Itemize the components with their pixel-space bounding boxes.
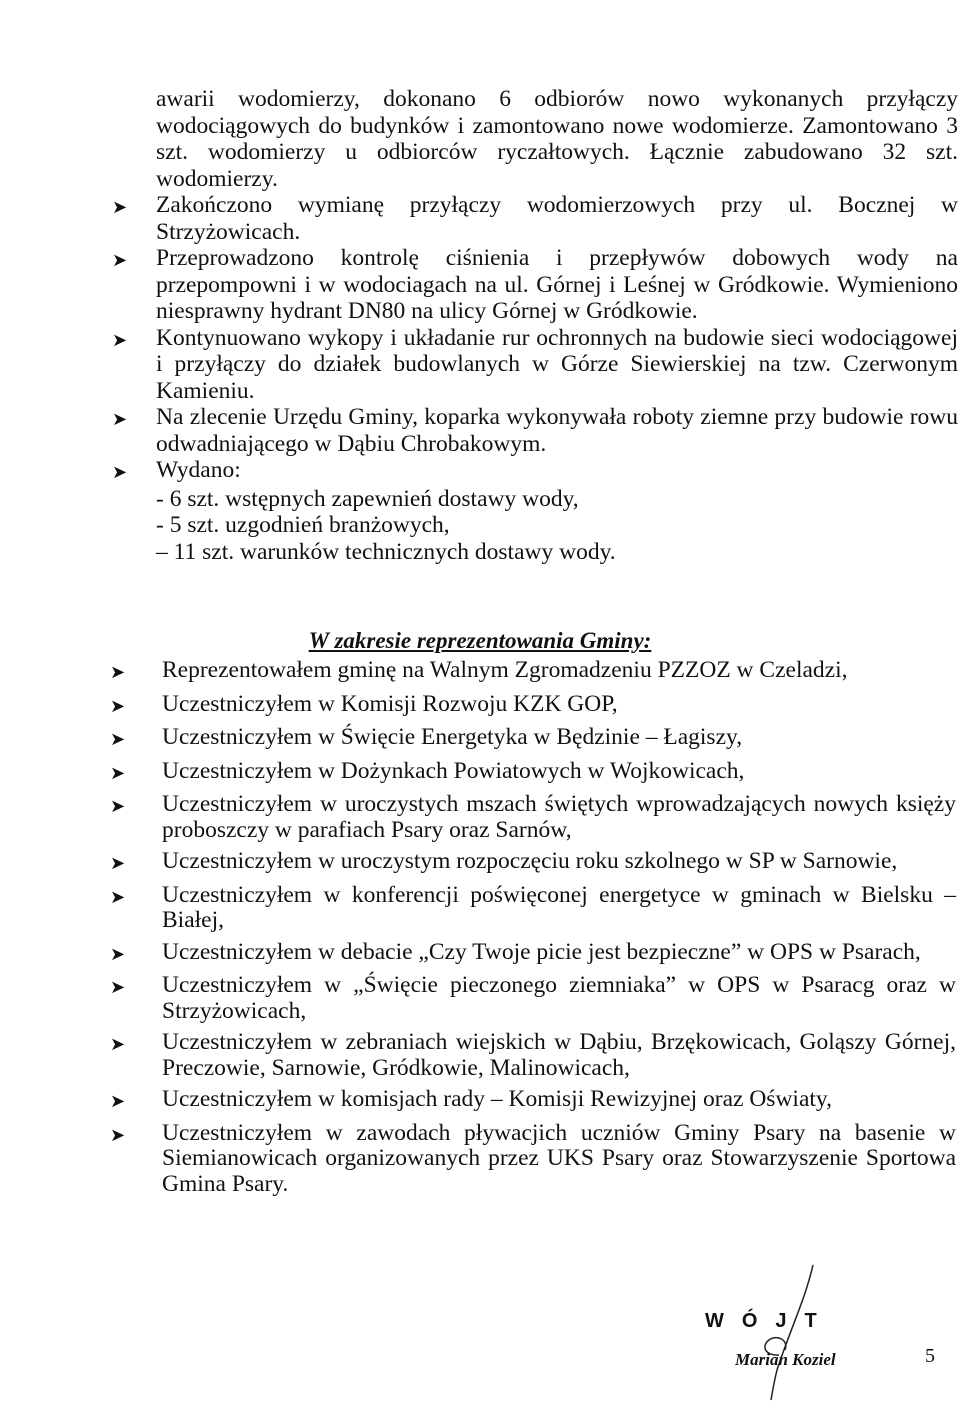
list-item-text: Uczestniczyłem w „Święcie pieczonego ziemniaka” w OPS w Psaracg oraz w Strzyżowicach, [162, 972, 956, 1024]
list-item [110, 973, 956, 1024]
list-item [112, 404, 958, 457]
list-item-text: Uczestniczyłem w debacie „Czy Twoje picie jest bezpieczne” w OPS w Psarach, [162, 938, 921, 965]
list-item [110, 658, 956, 686]
list-item-text: Uczestniczyłem w komisjach rady – Komisji Rewizyjnej oraz Oświaty, [162, 1086, 833, 1112]
list-item-text: Uczestniczyłem w Dożynkach Powiatowych w Wojkowicach, [162, 757, 745, 784]
intro-paragraph: awarii wodomierzy, dokonano 6 odbiorów nowo wykonanych przyłączy wodociągowych do budynków i zamontowano nowe wodomierze. Zamontowano 3 szt. wodomierzy u odbiorców ryczałtowych. Łącznie zabudowano 32 szt. wodomierzy. [156, 86, 958, 192]
list-item-text: Uczestniczyłem w zebraniach wiejskich w Dąbiu, Brzękowicach, Goląszy Górnej, Preczowie, Sarnowie, Gródkowie, Malinowicach, [162, 1029, 956, 1081]
issued-item: - 6 szt. wstępnych zapewnień dostawy wody, [156, 485, 579, 512]
list-item [110, 692, 956, 720]
arrowhead-bullet-icon: ➤ [112, 462, 128, 482]
top-section [112, 86, 958, 565]
list-item-text: Na zlecenie Urzędu Gminy, koparka wykonywała roboty ziemne przy budowie rowu odwadniającego w Dąbiu Chrobakowym. [156, 404, 958, 457]
arrowhead-bullet-icon: ➤ [110, 695, 126, 716]
arrowhead-bullet-icon: ➤ [110, 943, 126, 964]
list-item [112, 192, 958, 245]
issued-item: - 5 szt. uzgodnień branżowych, [156, 512, 450, 538]
list-item-text: Uczestniczyłem w konferencji poświęconej energetyce w gminach w Bielsku – Białej, [162, 881, 956, 933]
list-item [110, 792, 956, 843]
signature-stroke-icon [695, 1260, 895, 1410]
arrowhead-bullet-icon: ➤ [112, 250, 128, 270]
section-heading: W zakresie reprezentowania Gminy: [308, 628, 652, 653]
list-item [112, 325, 958, 405]
arrowhead-bullet-icon: ➤ [110, 853, 126, 873]
list-item-text: Uczestniczyłem w uroczystym rozpoczęciu roku szkolnego w SP w Sarnowie, [162, 848, 898, 874]
list-item-text: Uczestniczyłem w uroczystych mszach świętych wprowadzających nowych księży proboszczy w parafiach Psary oraz Sarnów, [162, 791, 956, 843]
representation-section [110, 658, 956, 1203]
list-item [112, 245, 958, 325]
arrowhead-bullet-icon: ➤ [110, 977, 126, 997]
list-item-text: Reprezentowałem gminę na Walnym Zgromadzeniu PZZOZ w Czeladzi, [162, 657, 848, 683]
issued-documents-list [112, 486, 958, 566]
issued-item: – 11 szt. warunków technicznych dostawy wody. [156, 538, 616, 565]
arrowhead-bullet-icon: ➤ [110, 886, 126, 907]
list-item [110, 940, 956, 968]
signature-name: Marian Koziel [735, 1350, 836, 1369]
arrowhead-bullet-icon: ➤ [110, 762, 126, 783]
arrowhead-bullet-icon: ➤ [112, 409, 128, 429]
list-item [110, 1030, 956, 1081]
list-item [110, 1121, 956, 1198]
list-item [112, 457, 958, 486]
signature-title: WÓJT [705, 1310, 835, 1332]
arrowhead-bullet-icon: ➤ [110, 796, 126, 816]
list-item-text: Uczestniczyłem w Komisji Rozwoju KZK GOP, [162, 690, 618, 717]
arrowhead-bullet-icon: ➤ [110, 1034, 126, 1054]
page-number: 5 [925, 1345, 935, 1367]
list-item [110, 1087, 956, 1115]
list-item-text: Uczestniczyłem w Święcie Energetyka w Będzinie – Łagiszy, [162, 724, 743, 750]
list-item-text: Wydano: [156, 457, 241, 483]
arrowhead-bullet-icon: ➤ [112, 329, 128, 350]
list-item-text: Uczestniczyłem w zawodach pływacjich uczniów Gminy Psary na basenie w Siemianowicach organizowanych przez UKS Psary oraz Stowarzyszenie Sportowa Gmina Psary. [162, 1119, 956, 1197]
list-item-text: Kontynuowano wykopy i układanie rur ochronnych na budowie sieci wodociągowej i przyłączy do działek budowlanych w Górze Siewierskiej na tzw. Czerwonym Kamieniu. [156, 324, 958, 404]
list-item-text: Zakończono wymianę przyłączy wodomierzowych przy ul. Bocznej w Strzyżowicach. [156, 192, 958, 245]
signature-stamp [695, 1290, 905, 1410]
arrowhead-bullet-icon: ➤ [110, 729, 126, 749]
arrowhead-bullet-icon: ➤ [110, 1124, 126, 1145]
list-item [110, 849, 956, 877]
list-item-text: Przeprowadzono kontrolę ciśnienia i przepływów dobowych wody na przepompowni i w wodociagach na ul. Górnej i Leśnej w Gródkowie. Wymieniono niesprawny hydrant DN80 na ulicy Górnej w Gródkowie. [156, 245, 958, 324]
arrowhead-bullet-icon: ➤ [110, 1091, 126, 1111]
list-item [110, 759, 956, 787]
arrowhead-bullet-icon: ➤ [110, 662, 126, 682]
list-item [110, 883, 956, 934]
arrowhead-bullet-icon: ➤ [112, 197, 128, 217]
list-item [110, 725, 956, 753]
